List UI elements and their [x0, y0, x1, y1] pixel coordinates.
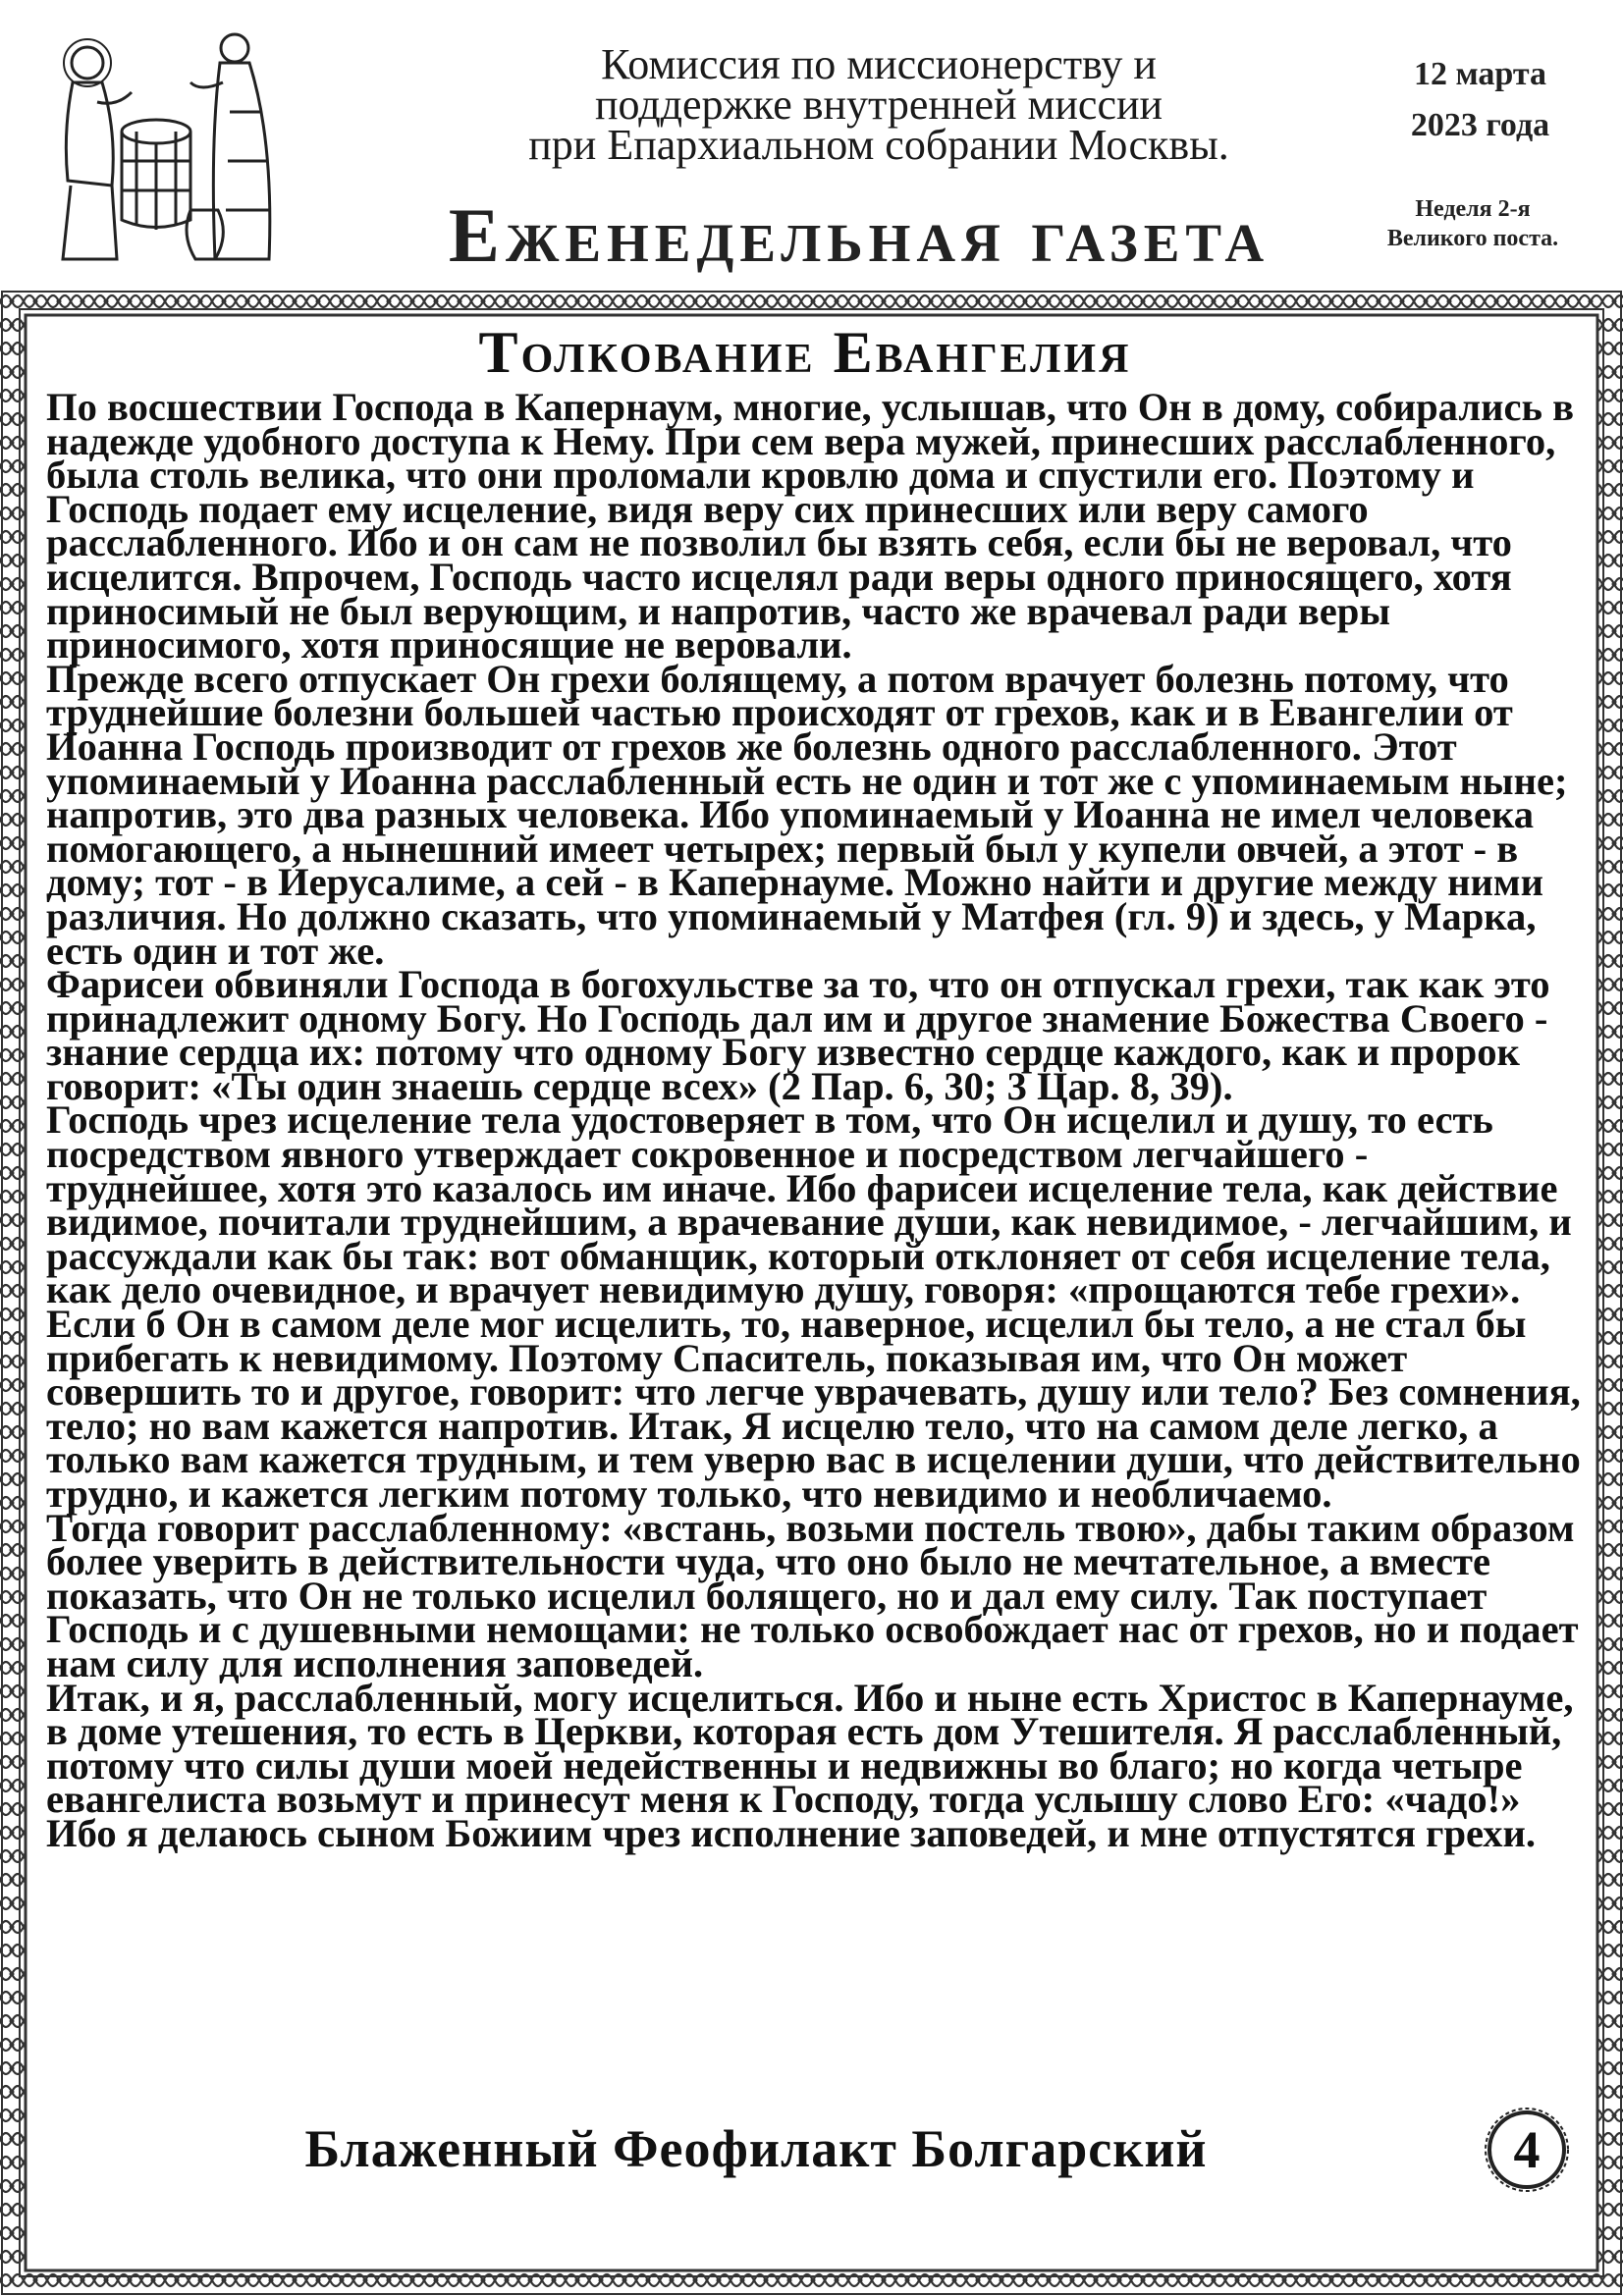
org-line-3: при Епархиальном собрании Москвы.: [528, 121, 1229, 169]
organization-name: [388, 40, 1370, 169]
paragraph: Если б Он в самом деле мог исцелить, то, наверное, исцелил бы тело, а не стал бы прибегать к невидимому. Поэтому Спаситель, показывая им, что Он может совершить то и другое, говорит: что легче уврачевать, душу или тело? Без сомнения, тело; но вам кажется напротив. Итак, Я исцелю тело, что на самом деле легко, а только вам кажется трудным, и тем уверю вас в исцелении души, что действительно трудно, и кажется легким потому только, что невидимо и необличаемо.: [46, 1302, 1581, 1516]
week-line-1: Неделя 2-я: [1415, 196, 1531, 222]
paragraph: Тогда говорит расслабленному: «встань, возьми постель твою», дабы таким образом более уверить в действительности чуда, что оно было не мечтательное, а вместе показать, что Он не только исцелил болящего, но и дал ему силу. Так поступает Господь и с душевными немощами: не только освобождает нас от грехов, но и подает нам силу для исполнения заповедей.: [46, 1505, 1579, 1685]
paragraph: Фарисеи обвиняли Господа в богохульстве за то, что он отпускал грехи, так как это принадлежит одному Богу. Но Господь дал им и другое знамение Божества Своего - знание сердца их: потому что одному Богу известно сердце каждого, как и пророк говорит: «Ты один знаешь сердце всех» (2 Пар. 6, 30; 3 Цар. 8, 39).: [46, 962, 1550, 1108]
org-line-2: поддержке внутренней миссии: [594, 80, 1163, 129]
page-number-badge: [1483, 2106, 1571, 2194]
paragraph: По восшествии Господа в Капернаум, многие, услышав, что Он в дому, собирались в надежде удобного доступа к Нему. При сем вера мужей, принесших расслабленного, была столь велика, что они проломали кровлю дома и спустили его. Поэтому и Господь подает ему исцеление, видя веру сих принесших или веру самого расслабленного. Ибо и он сам не позволил бы взять себя, если бы не веровал, что исцелится. Впрочем, Господь часто исцелял ради веры одного приносящего, хотя приносимый не был верующим, и напротив, часто же врачевал ради веры приносимого, хотя приносящие не веровали.: [46, 385, 1574, 667]
article-author: Блаженный Феофилакт Болгарский: [304, 2119, 1208, 2178]
masthead-title: Еженедельная газета: [448, 192, 1271, 278]
date-line-2: 2023 года: [1410, 107, 1550, 143]
page-number: 4: [1513, 2120, 1541, 2179]
week-line-2: Великого поста.: [1386, 226, 1559, 251]
paragraph: Господь чрез исцеление тела удостоверяет в том, что Он исцелил и душу, то есть посредством явного утверждает сокровенное и посредством легчайшего - труднейшее, хотя это казалось им иначе. Ибо фарисеи исцеление тела, как действие видимое, почитали труднейшим, а врачевание души, как невидимое, - легчайшим, и рассуждали как бы так: вот обманщик, который отклоняет от себя исцеление тела, как дело очевидное, и врачует невидимую душу, говоря: «прощаются тебе грехи».: [46, 1097, 1572, 1312]
article-body: [46, 385, 1593, 1855]
article-title: Толкование Евангелия: [478, 320, 1132, 385]
org-line-1: Комиссия по миссионерству и: [601, 40, 1157, 88]
liturgical-week: [1330, 194, 1615, 253]
date-line-1: 12 марта: [1413, 56, 1546, 92]
icon-illustration: [43, 24, 289, 269]
paragraph: Итак, и я, расслабленный, могу исцелиться. Ибо и ныне есть Христос в Капернауме, в доме утешения, то есть в Церкви, которая есть дом Утешителя. Я расслабленный, потому что силы души моей недейственны и недвижны во благо; но когда четыре евангелиста возьмут и принесут меня к Господу, тогда услышу слово Его: «чадо!» Ибо я делаюсь сыном Божиим чрез исполнение заповедей, и мне отпустятся грехи.: [46, 1675, 1574, 1855]
header: [0, 0, 1623, 290]
issue-date: [1370, 49, 1591, 151]
paragraph: Прежде всего отпускает Он грехи болящему, а потом врачует болезнь потому, что труднейшие болезни большей частью происходят от грехов, как и в Евангелии от Иоанна Господь производит от грехов же болезнь одного расслабленного. Этот упоминаемый у Иоанна расслабленный есть не один и тот же с упоминаемым ныне; напротив, это два разных человека. Ибо упоминаемый у Иоанна не имел человека помогающего, а нынешний имеет четырех; первый был у купели овчей, а этот - в дому; тот - в Иерусалиме, а сей - в Капернауме. Можно найти и другие между ними различия. Но должно сказать, что упоминаемый у Матфея (гл. 9) и здесь, у Марка, есть один и тот же.: [46, 656, 1568, 973]
